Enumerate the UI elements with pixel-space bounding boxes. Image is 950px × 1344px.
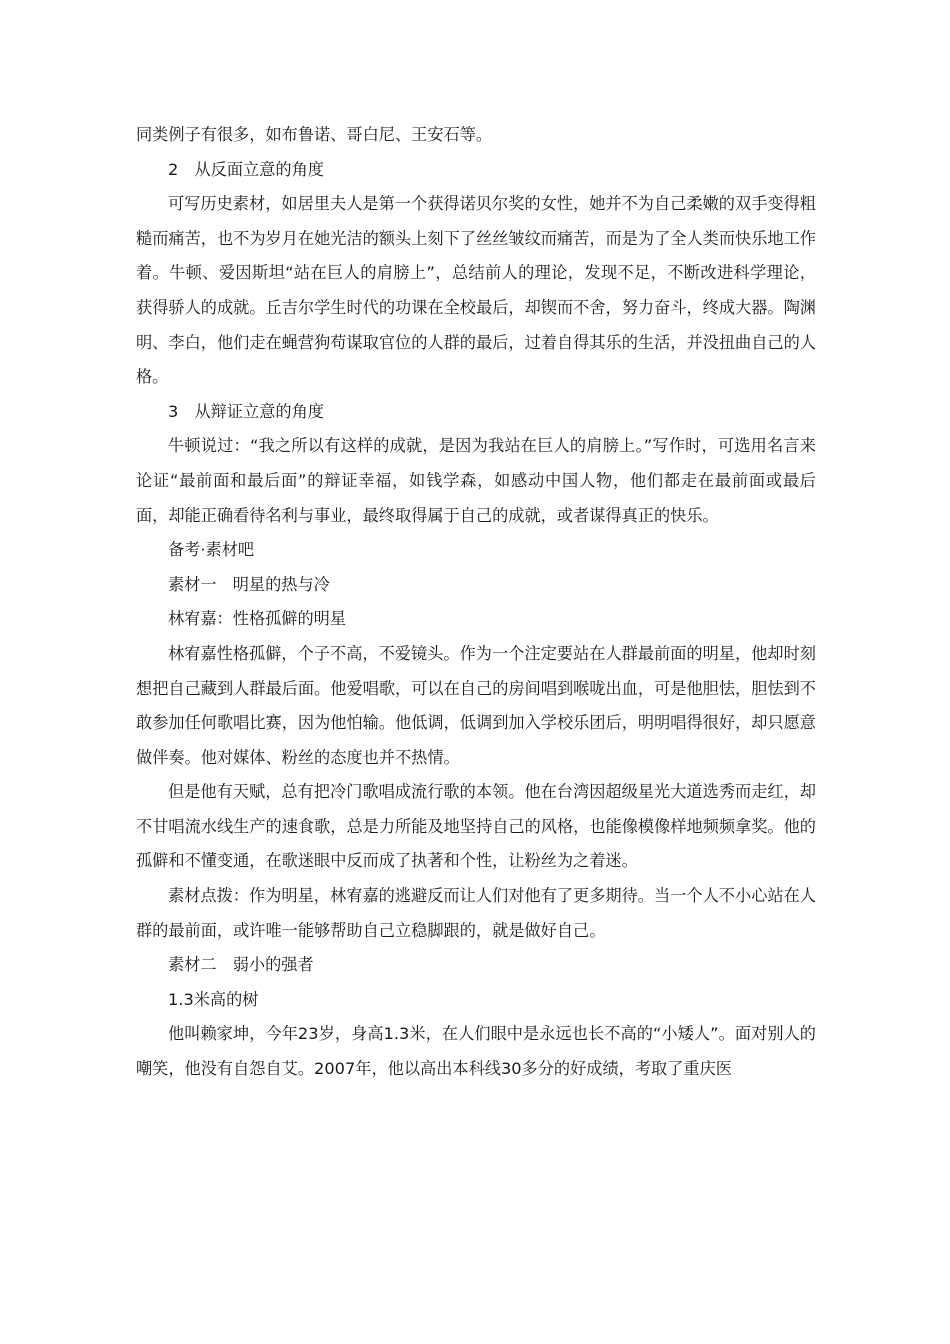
body-paragraph: 牛顿说过：“我之所以有这样的成就，是因为我站在巨人的肩膀上。”写作时，可选用名言来论证“最前面和最后面”的辩证幸福，如钱学森，如感动中国人物，他们都走在最前面或最后面，却能正确看待名利与事业，最终取得属于自己的成就，或者谋得真正的快乐。 [136, 436, 816, 525]
body-paragraph: 但是他有天赋，总有把冷门歌唱成流行歌的本领。他在台湾因超级星光大道选秀而走红，却不甘唱流水线生产的速食歌，总是力所能及地坚持自己的风格，也能像模像样地频频拿奖。他的孤僻和不懂变通，在歌迷眼中反而成了执著和个性，让粉丝为之着迷。 [136, 782, 816, 871]
section-heading: 2 从反面立意的角度 [168, 159, 324, 179]
material-heading: 素材一 明星的热与冷 [168, 574, 330, 594]
body-paragraph: 同类例子有很多，如布鲁诺、哥白尼、王安石等。 [136, 125, 493, 144]
section-heading: 备考·素材吧 [168, 540, 255, 560]
body-paragraph: 林宥嘉性格孤僻，个子不高，不爱镜头。作为一个注定要站在人群最前面的明星，他却时刻想把自己藏到人群最后面。他爱唱歌，可以在自己的房间唱到喉咙出血，可是他胆怯，胆怯到不敢参加任何歌唱比赛，因为他怕输。他低调，低调到加入学校乐团后，明明唱得很好，却只愿意做伴奏。他对媒体、粉丝的态度也并不热情。 [136, 643, 816, 767]
section-heading: 3 从辩证立意的角度 [168, 401, 324, 421]
body-paragraph: 可写历史素材，如居里夫人是第一个获得诺贝尔奖的女性，她并不为自己柔嫩的双手变得粗糙而痛苦，也不为岁月在她光洁的额头上刻下了丝丝皱纹而痛苦，而是为了全人类而快乐地工作着。牛顿、爱因斯坦“站在巨人的肩膀上”，总结前人的理论，发现不足，不断改进科学理论，获得骄人的成就。丘吉尔学生时代的功课在全校最后，却锲而不舍，努力奋斗，终成大器。陶渊明、李白，他们走在蝇营狗苟谋取官位的人群的最后，过着自得其乐的生活，并没扭曲自己的人格。 [136, 194, 816, 387]
material-subtitle: 林宥嘉：性格孤僻的明星 [168, 609, 347, 629]
document-body [136, 118, 816, 1087]
material-subtitle: 1.3米高的树 [168, 989, 259, 1009]
body-paragraph: 素材点拨：作为明星，林宥嘉的逃避反而让人们对他有了更多期待。当一个人不小心站在人群的最前面，或许唯一能够帮助自己立稳脚跟的，就是做好自己。 [136, 886, 816, 940]
body-paragraph: 他叫赖家坤，今年23岁，身高1.3米，在人们眼中是永远也长不高的“小矮人”。面对别人的嘲笑，他没有自怨自艾。2007年，他以高出本科线30多分的好成绩，考取了重庆医 [136, 1024, 816, 1079]
material-heading: 素材二 弱小的强者 [168, 955, 314, 975]
